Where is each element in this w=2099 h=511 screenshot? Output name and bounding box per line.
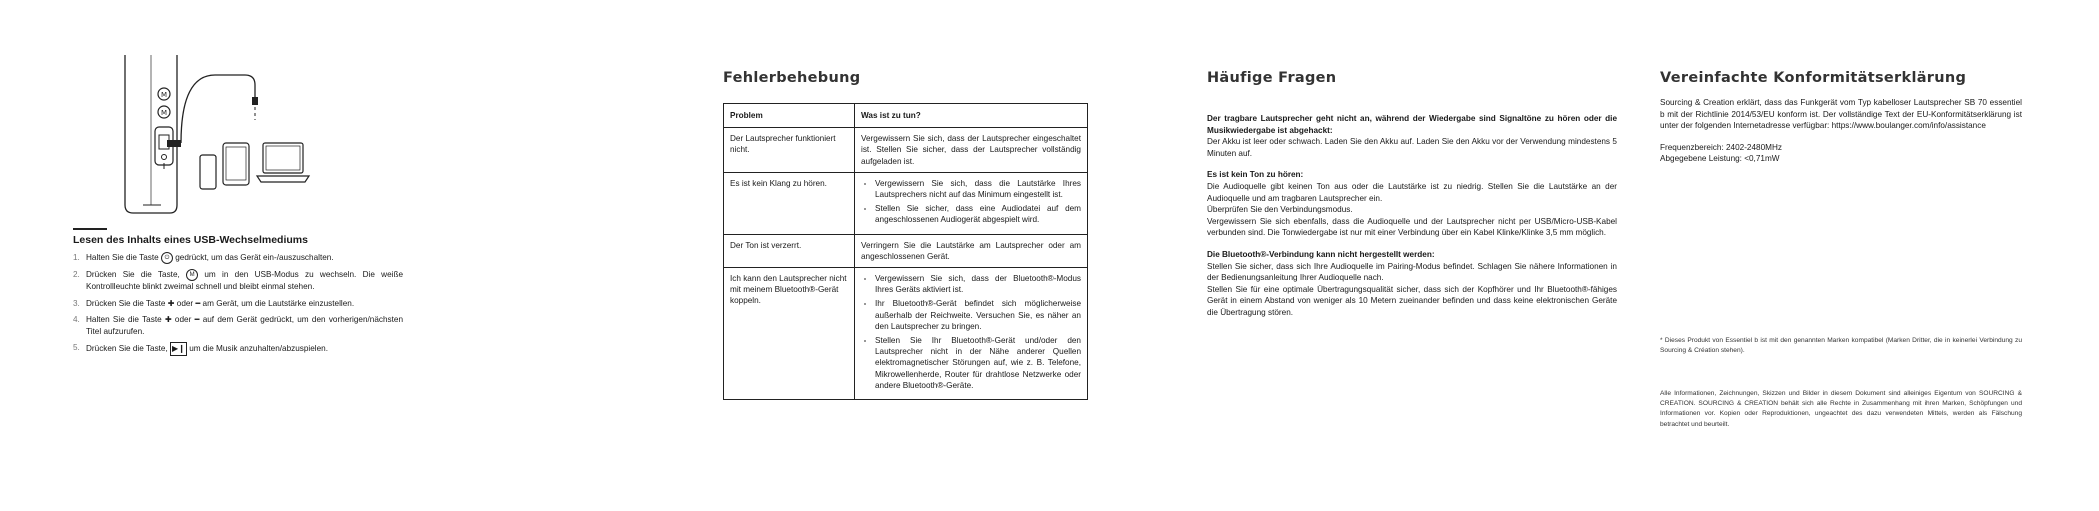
faq-answer: Vergewissern Sie sich ebenfalls, dass die Audioquelle und der Lautsprecher nicht per USB/Micro-USB-Kabel verbunden sind. Die Tonwiedergabe ist nur mit einer Verbindung über ein Kabel Klinke/Klinke 3,5 mm möglich. [1207, 216, 1617, 238]
solution-cell: Verringern Sie die Lautstärke am Lautsprecher oder am angeschlossenen Gerät. [855, 234, 1088, 267]
trademark-footnote: * Dieses Produkt von Essentiel b ist mit den genannten Marken kompatibel (Marken Dritter, die in keinerlei Verbindung zu Sourcing & Création stehen). [1660, 337, 2022, 355]
step-text: oder [174, 315, 192, 325]
troubleshooting-table [723, 103, 1088, 400]
faq-item [1207, 113, 1617, 159]
step-number: 5. [73, 343, 80, 353]
list-item [73, 342, 403, 356]
faq-question: Es ist kein Ton zu hören: [1207, 170, 1304, 180]
list-item: • Stellen Sie sicher, dass eine Audiodatei auf dem angeschlossenen Audiogerät abgespielt wird. [875, 203, 1081, 225]
column-header-problem: Problem [724, 104, 855, 128]
plus-icon: ✚ [167, 298, 175, 308]
output-power: Abgegebene Leistung: <0,71mW [1660, 154, 1780, 164]
faq-answer: Der Akku ist leer oder schwach. Laden Sie den Akku auf. Laden Sie den Akku vor der Verwendung mindestens 5 Minuten auf. [1207, 137, 1617, 158]
faq-question: Die Bluetooth®-Verbindung kann nicht hergestellt werden: [1207, 249, 1435, 259]
step-text: am Gerät, um die Lautstärke einzustellen. [202, 298, 355, 308]
table-row [724, 172, 1088, 234]
minus-icon: ━ [194, 315, 200, 325]
table-row [724, 268, 1088, 400]
faq-item [1207, 249, 1617, 319]
list-item: • Vergewissern Sie sich, dass die Lautstärke Ihres Lautsprechers nicht auf das Minimum eingestellt ist. [875, 178, 1081, 200]
problem-cell: Der Ton ist verzerrt. [724, 234, 855, 267]
list-item: • Ihr Bluetooth®-Gerät befindet sich möglicherweise außerhalb der Reichweite. Versuchen Sie, es näher an den Lautsprecher zu bringen. [875, 298, 1081, 332]
step-text: auf dem Gerät gedrückt, um den vorherigen/nächsten Titel aufzurufen. [86, 315, 404, 336]
mode-icon: M [186, 269, 198, 281]
section-rule [73, 228, 107, 230]
frequency-range: Frequenzbereich: 2402-2480MHz [1660, 142, 1782, 152]
conformity-text [1660, 97, 2022, 165]
faq-list [1207, 113, 1617, 329]
minus-icon: ━ [195, 298, 201, 308]
table-row [724, 128, 1088, 173]
list-item [73, 269, 403, 293]
step-number: 2. [73, 270, 80, 279]
problem-cell: Ich kann den Lautsprecher nicht mit meinem Bluetooth®-Gerät koppeln. [724, 268, 855, 400]
table-header-row [724, 104, 1088, 128]
solution-cell [855, 268, 1088, 400]
table-row [724, 234, 1088, 267]
legal-notice: Alle Informationen, Zeichnungen, Skizzen und Bilder in diesem Dokument sind alleiniges Eigentum von SOURCING & CREATION. SOURCING & CREATION behält sich alle Rechte in Zusammenhang mit ihren Marken, Schöpfungen und Informationen vor. Kopien oder Reproduktionen, ungeachtet des dazu verwendeten Mittels, werden als Fälschung betrachtet und beurteilt. [1660, 390, 2022, 428]
power-icon: ⏻ [161, 252, 173, 264]
solution-cell: Vergewissern Sie sich, dass der Lautsprecher eingeschaltet ist. Stellen Sie sicher, dass der Lautsprecher vollständig aufgeladen ist. [855, 128, 1088, 173]
step-number: 1. [73, 253, 80, 262]
faq-item [1207, 169, 1617, 239]
list-item [73, 252, 403, 264]
speaker-illustration [115, 55, 375, 215]
faq-question: Der tragbare Lautsprecher geht nicht an, während der Wiedergabe sind Signaltöne zu hören oder die Musikwiedergabe ist abgehackt: [1207, 114, 1617, 135]
list-item: • Vergewissern Sie sich, dass der Bluetooth®-Modus Ihres Geräts aktiviert ist. [875, 273, 1081, 295]
troubleshooting-title: Fehlerbehebung [723, 70, 861, 86]
step-number: 4. [73, 315, 80, 325]
problem-cell: Der Lautsprecher funktioniert nicht. [724, 128, 855, 173]
step-text: Halten Sie die Taste [86, 253, 159, 263]
step-text: Halten Sie die Taste [86, 315, 162, 325]
usb-panel [0, 0, 520, 511]
faq-answer: Überprüfen Sie den Verbindungsmodus. [1207, 205, 1353, 215]
step-text: gedrückt, um das Gerät ein-/auszuschalten. [175, 253, 334, 263]
usb-title: Lesen des Inhalts eines USB-Wechselmediums [73, 234, 308, 246]
usb-steps [73, 252, 403, 361]
faq-answer: Stellen Sie für eine optimale Übertragungsqualität sicher, dass sich der Kopfhörer und Ihr Bluetooth®-fähiges Gerät in einem Abstand von weniger als 10 Metern zueinander befinden und dass keine elektronischen Geräte die Übertragung stören. [1207, 284, 1617, 317]
step-text: um in den USB-Modus zu wechseln. Die weiße Kontrollleuchte blinkt zweimal schnell und bleibt einmal stehen. [86, 270, 403, 291]
step-text: Drücken Sie die Taste, [86, 270, 180, 280]
step-text: um die Musik anzuhalten/abzuspielen. [189, 344, 329, 354]
plus-icon: ✚ [164, 315, 172, 325]
svg-text:M: M [160, 109, 168, 117]
faq-title: Häufige Fragen [1207, 70, 1337, 86]
conformity-title: Vereinfachte Konformitätserklärung [1660, 70, 1967, 86]
problem-cell: Es ist kein Klang zu hören. [724, 172, 855, 234]
faq-answer: Stellen Sie sicher, dass sich Ihre Audioquelle im Pairing-Modus befindet. Schlagen Sie nähere Informationen in der Bedienungsanleitung Ihrer Audioquelle nach. [1207, 261, 1617, 283]
list-item: • Stellen Sie Ihr Bluetooth®-Gerät und/oder den Lautsprecher nicht in der Nähe anderer Quellen elektromagnetischer Störungen auf, wie z. B. Telefone, Mikrowellenherde, Router für drahtlose Netzwerke oder andere Bluetooth®-Geräte. [875, 335, 1081, 391]
step-number: 3. [73, 298, 80, 308]
step-text: oder [176, 298, 194, 308]
play-pause-icon: ▶❙ [170, 342, 187, 356]
step-text: Drücken Sie die Taste [86, 298, 166, 308]
conformity-paragraph: Sourcing & Creation erklärt, dass das Funkgerät vom Typ kabelloser Lautsprecher SB 70 essentiel b mit der Richtlinie 2014/53/EU konform ist. Der vollständige Text der EU-Konformitätserklärung ist unter der folgenden Internetadresse verfügbar: https://www.boulanger.com/info/assistance [1660, 98, 2022, 131]
step-text: Drücken Sie die Taste, [86, 344, 168, 354]
list-item [73, 298, 403, 310]
column-header-solution: Was ist zu tun? [855, 104, 1088, 128]
list-item [73, 314, 403, 337]
faq-answer: Die Audioquelle gibt keinen Ton aus oder die Lautstärke ist zu niedrig. Stellen Sie die Lautstärke an der Audioquelle und am tragbaren Lautsprecher ein. [1207, 181, 1617, 203]
solution-cell [855, 172, 1088, 234]
svg-text:M: M [160, 91, 168, 99]
